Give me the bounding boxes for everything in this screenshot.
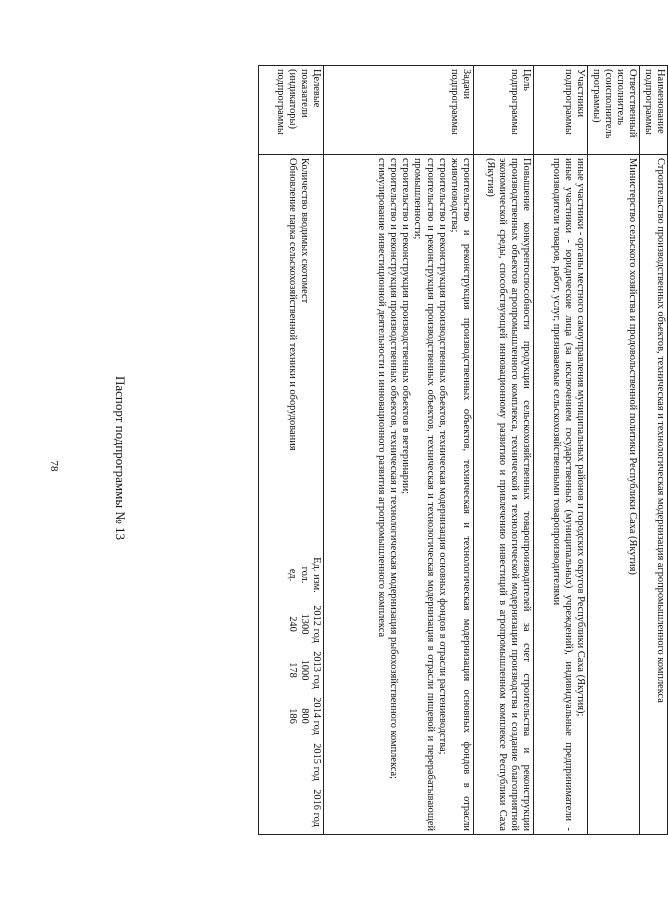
participants-line-1: иные участники - органы местного самоуправления муниципальных районов и городских округов Республики Саха (Якутия); — [575, 158, 587, 717]
row-tasks — [324, 66, 474, 835]
header-cell: 2014 год — [311, 697, 323, 735]
header-cell: 2016 год — [311, 789, 323, 827]
header-cell: 2015 год — [311, 743, 323, 781]
value-tasks — [324, 155, 474, 835]
row-executor — [588, 66, 640, 835]
passport-table — [258, 65, 668, 835]
row-name — [640, 66, 668, 835]
indicator-value — [286, 739, 298, 785]
indicator-unit: ед. — [286, 568, 298, 582]
task-item: строительство и реконструкция производственных объектов, техническая и технологическая модернизация рыбохозяйственного комплекса; — [387, 158, 399, 780]
label-executor: Ответственный исполнитель (соисполнитель программы) — [588, 66, 640, 155]
indicator-value — [286, 785, 298, 831]
indicator-value: 1300 — [299, 613, 311, 635]
indicator-name: Обновление парка сельскохозяйственной техники и оборудования — [286, 158, 298, 451]
header-cell: Ед. изм. — [311, 557, 323, 593]
task-item: стимулирование инвестиционной деятельности и инновационного развития агропромышленного комплекса — [375, 158, 387, 638]
label-goal: Цель подпрограммы — [474, 66, 534, 155]
value-goal: Повышение конкурентоспособности продукции сельскохозяйственных товаропроизводителей за счет строительства и реконструкции производственных объектов агропромышленного комплекса, технической и технологической модернизации производства и создание благоприятной экономической среды, способствующей инновационному развитию и привлечению инвестиций в агропромышленном комплексе Республики Саха (Якутия) — [474, 155, 534, 835]
indicator-value — [298, 785, 310, 831]
task-item: строительство и реконструкция производственных объектов, техническая и технологическая модернизация в отрасли пищевой и перерабатывающей промышленности; — [412, 158, 436, 831]
header-cell: 2012 год — [311, 605, 323, 643]
indicator-value: 186 — [286, 708, 298, 724]
task-item: строительство и реконструкция производственных объектов, техническая и технологическая модернизация основных фондов в отрасли животноводства; — [449, 158, 473, 831]
value-participants — [534, 155, 588, 835]
page-title: Паспорт подпрограммы № 13 — [113, 376, 128, 540]
indicator-row — [286, 158, 298, 831]
task-item: строительство и реконструкция производственных объектов, техническая модернизация основных фондов в отрасли растениеводства; — [436, 158, 448, 755]
header-cell — [310, 158, 322, 549]
value-name: Строительство производственных объектов, техническая и технологическая модернизация агропромышленного комплекса — [640, 155, 668, 835]
indicator-value — [298, 739, 310, 785]
indicator-value: 1000 — [299, 659, 311, 681]
passport-table-rotated — [258, 65, 668, 835]
indicator-name: Количество вводимых скотомест — [299, 158, 311, 304]
label-participants: Участники подпрограммы — [534, 66, 588, 155]
header-cell: 2013 год — [311, 651, 323, 689]
indicator-unit: гол. — [299, 566, 311, 584]
label-indicators: Целевые показатели (индикаторы) подпрограммы — [259, 66, 324, 155]
indicator-row — [298, 158, 310, 831]
label-tasks: Задачи подпрограммы — [324, 66, 474, 155]
row-goal — [474, 66, 534, 835]
participants-line-2: иные участники - юридические лица (за исключением государственных (муниципальных) учреждений), индивидуальные предприниматели - производители товаров, работ, услуг, признаваемые сельскохозяйственными товаропроизводителями — [550, 158, 575, 831]
indicator-value: 800 — [299, 708, 311, 724]
row-indicators — [259, 66, 324, 835]
indicator-value: 178 — [286, 662, 298, 678]
indicator-value: 240 — [286, 616, 298, 632]
indicators-header — [310, 158, 322, 831]
page-number: 78 — [48, 460, 60, 472]
value-executor: Министерство сельского хозяйства и продовольственной политики Республики Саха (Якутия) — [588, 155, 640, 835]
row-participants — [534, 66, 588, 835]
value-indicators — [259, 155, 324, 835]
task-item: строительство и реконструкция производственных объектов в ветеринарии; — [400, 158, 412, 495]
label-name: Наименование подпрограммы — [640, 66, 668, 155]
